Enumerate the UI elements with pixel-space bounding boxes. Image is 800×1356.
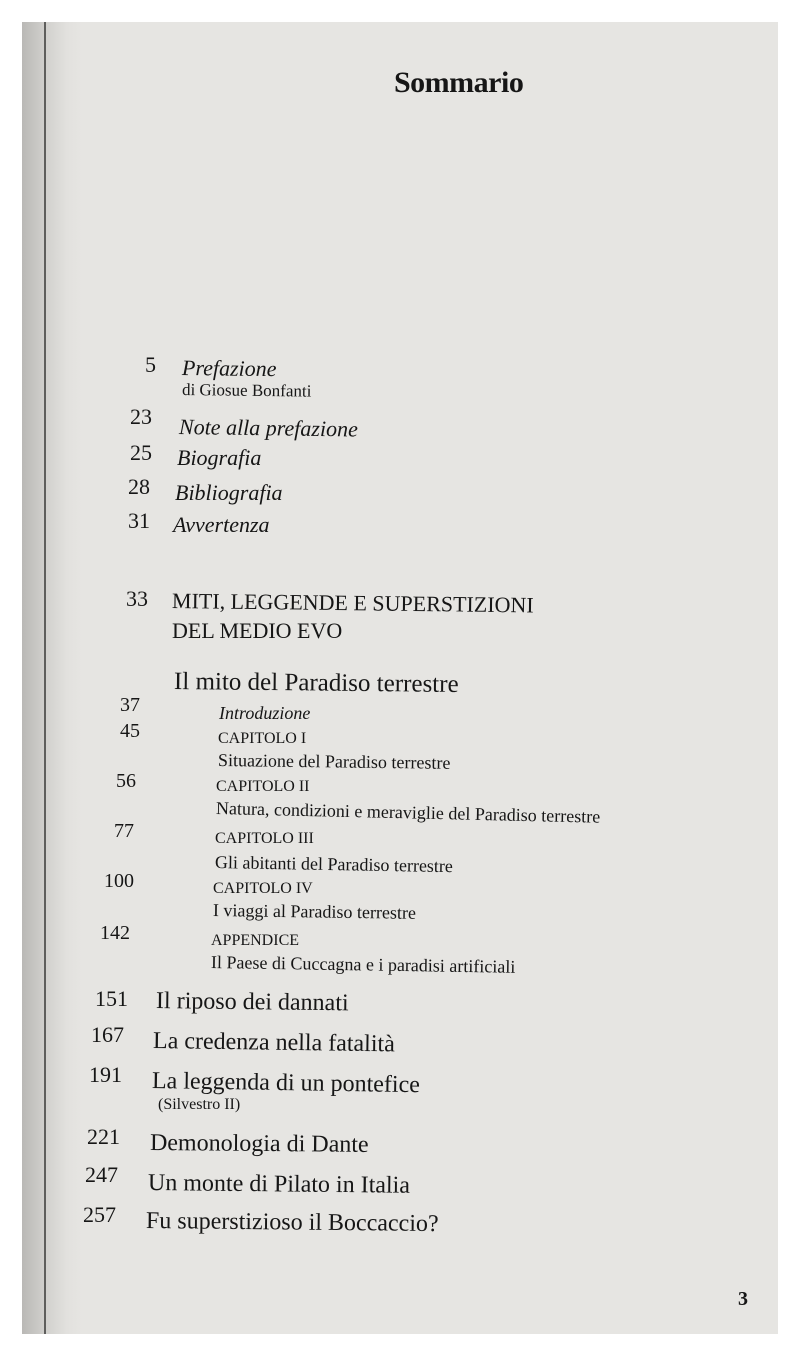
toc-entry-title: La credenza nella fatalità xyxy=(152,1028,395,1058)
toc-page-number: 28 xyxy=(128,474,150,499)
toc-entry-title: Introduzione xyxy=(219,703,311,723)
chapter-label: CAPITOLO II xyxy=(216,778,310,795)
chapter-label: APPENDICE xyxy=(211,932,300,949)
toc-page-number: 31 xyxy=(128,508,150,533)
toc-entry-subtitle: (Silvestro II) xyxy=(158,1096,241,1113)
chapter-title: Situazione del Paradiso terrestre xyxy=(217,750,451,773)
toc-page-number: 221 xyxy=(87,1124,120,1149)
toc-entry-title: Il riposo dei dannati xyxy=(155,988,349,1017)
toc-page-number: 5 xyxy=(145,352,156,377)
toc-entry-title: Note alla prefazione xyxy=(178,414,359,442)
toc-page-number: 257 xyxy=(83,1202,116,1227)
toc-entry-title: Un monte di Pilato in Italia xyxy=(147,1170,411,1199)
toc-entry-title: Avvertenza xyxy=(173,512,270,537)
toc-page-number: 167 xyxy=(91,1022,124,1047)
toc-entry-title: Fu superstizioso il Boccaccio? xyxy=(145,1208,439,1238)
toc-page-number: 37 xyxy=(120,694,140,716)
section-title: Il mito del Paradiso terrestre xyxy=(173,668,459,698)
page-number: 3 xyxy=(738,1288,748,1310)
chapter-label: CAPITOLO IV xyxy=(213,880,313,897)
toc-page-number: 247 xyxy=(85,1162,118,1187)
part-title-line-1: MITI, LEGGENDE E SUPERSTIZIONI xyxy=(171,588,534,618)
toc-page-number: 23 xyxy=(130,404,152,429)
chapter-title: Gli abitanti del Paradiso terrestre xyxy=(214,852,454,877)
toc-entry-title: La leggenda di un pontefice xyxy=(151,1068,421,1099)
book-page xyxy=(22,22,778,1334)
toc-page-number: 77 xyxy=(114,820,134,842)
toc-page-number: 191 xyxy=(89,1062,122,1087)
page-title: Sommario xyxy=(394,66,524,99)
toc-page-number: 100 xyxy=(104,870,134,892)
chapter-label: CAPITOLO I xyxy=(218,730,307,747)
toc-page-number: 25 xyxy=(130,440,152,465)
toc-entry-title: Biografia xyxy=(177,445,262,470)
chapter-title: Natura, condizioni e meraviglie del Paradiso terrestre xyxy=(215,798,601,827)
toc-page-number: 56 xyxy=(116,770,136,792)
toc-entry-title: Bibliografia xyxy=(175,480,283,505)
toc-entry-title: Demonologia di Dante xyxy=(149,1130,369,1158)
chapter-label: CAPITOLO III xyxy=(215,830,314,847)
page-binding-edge xyxy=(44,22,46,1334)
toc-page-number: 151 xyxy=(95,986,128,1011)
toc-entry-title: Prefazione xyxy=(181,355,277,382)
toc-entry-author: di Giosue Bonfanti xyxy=(181,380,312,401)
chapter-title: Il Paese di Cuccagna e i paradisi artificiali xyxy=(210,952,516,977)
toc-page-number: 45 xyxy=(120,720,140,742)
part-title-line-2: DEL MEDIO EVO xyxy=(172,618,343,643)
toc-page-number: 33 xyxy=(126,586,148,611)
page-gutter-shadow xyxy=(22,22,82,1334)
toc-page-number: 142 xyxy=(100,922,130,944)
chapter-title: I viaggi al Paradiso terrestre xyxy=(212,900,417,923)
